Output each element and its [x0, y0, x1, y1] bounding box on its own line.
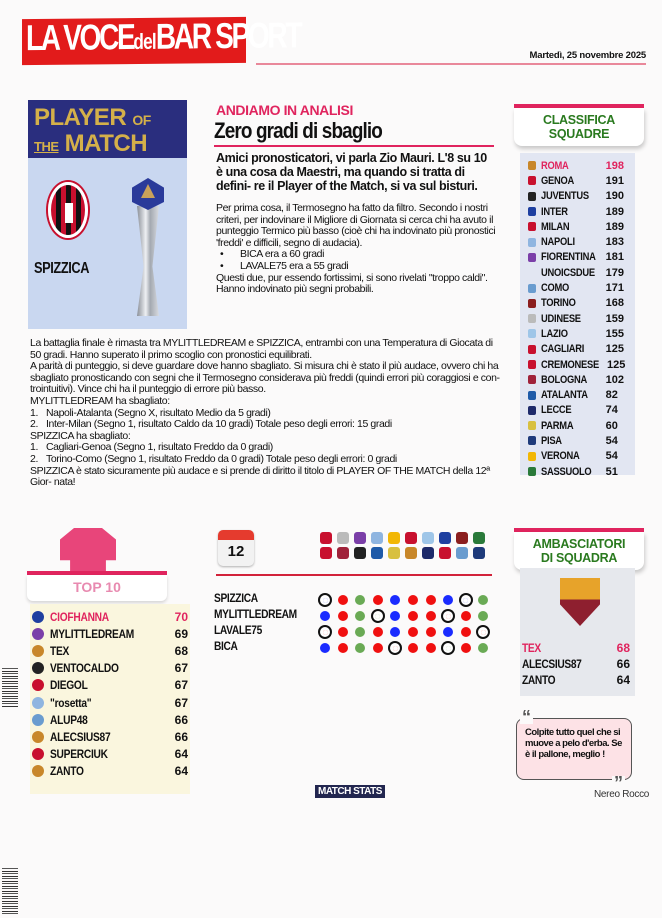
top10-row: [30, 711, 190, 728]
team-name: UNOICSDUE: [541, 266, 595, 279]
team-name: FIORENTINA: [541, 251, 596, 264]
match-stats-row: [320, 624, 488, 640]
prediction-dot-blue: [390, 611, 400, 621]
team-points: 82: [605, 389, 618, 402]
roma-crest-icon: [32, 731, 44, 743]
classifica-row: [520, 234, 635, 249]
prediction-dot-red: [338, 611, 348, 621]
classifica-title-line2: SQUADRE: [548, 127, 610, 141]
player-of-the-match-card: [28, 100, 187, 329]
match-stats-row: [320, 608, 488, 624]
cagliari-crest-icon: [528, 345, 536, 354]
prediction-dot-blue: [390, 595, 400, 605]
team-name: ATALANTA: [541, 389, 588, 402]
headline-rule: [214, 145, 494, 147]
napoli-crest-icon: [32, 697, 44, 709]
article-paragraph: A parità di punteggio, si deve guardare dove hanno sbagliato. Si misura chi è stato il più audace, ovvero chi ha sbagliato pronosticando con segni che il Termosegno considerava più freddi (quindi errori più coraggiosi e con- trointuitivi). Vince chi ha il punteggio di errore più basso.: [30, 360, 500, 396]
prediction-dot-red-missed: [320, 627, 330, 637]
team-name: JUVENTUS: [541, 190, 589, 203]
prediction-dot-green: [478, 643, 488, 653]
top10-player-name: DIEGOL: [50, 678, 88, 693]
prediction-dot-red: [461, 643, 471, 653]
team-crest-icon: [337, 547, 349, 559]
sassuolo-crest-icon: [528, 467, 536, 476]
team-name: LECCE: [541, 404, 572, 417]
team-name: SASSUOLO: [541, 465, 592, 478]
team-name: VERONA: [541, 450, 580, 463]
bullet-text: BICA era a 60 gradi: [240, 248, 325, 261]
top10-score: 69: [174, 626, 188, 641]
team-points: 189: [605, 205, 624, 218]
team-crest-icon: [473, 532, 485, 544]
juventus-crest-icon: [32, 662, 44, 674]
team-points: 102: [605, 373, 624, 386]
match-stats-label: MATCH STATS: [315, 785, 385, 798]
lecce-crest-icon: [528, 406, 536, 415]
top10-row: [30, 694, 190, 711]
open-quote-icon: “: [522, 707, 531, 727]
top10-player-name: ALECSIUS87: [50, 729, 111, 744]
bullet-item: • BICA era a 60 gradi: [220, 248, 325, 261]
team-crest-icon: [405, 547, 417, 559]
top10-score: 68: [174, 643, 188, 658]
potm-title-player: PLAYER: [34, 104, 127, 131]
article-kicker: ANDIAMO IN ANALISI: [216, 102, 353, 118]
inter-crest-icon: [32, 611, 44, 623]
ambasciatore-score: 66: [616, 657, 630, 671]
prediction-dot-red: [426, 627, 436, 637]
match-stats-rule: [216, 574, 492, 576]
como-crest-icon: [32, 714, 44, 726]
team-points: 125: [605, 343, 624, 356]
prediction-dot-red: [373, 595, 383, 605]
juventus-crest-icon: [528, 192, 536, 201]
match-stats-grid: [320, 592, 488, 656]
top10-row: [30, 677, 190, 694]
top10-player-name: "rosetta": [50, 695, 92, 710]
genoa-crest-icon: [528, 176, 536, 185]
top10-score: 66: [174, 712, 188, 727]
top10-player-name: SUPERCIUK: [50, 747, 108, 762]
team-points: 183: [605, 236, 624, 249]
match-stats-player-name: MYLITTLEDREAM: [214, 607, 297, 621]
crests-row-away: [320, 547, 500, 559]
team-crest-icon: [439, 547, 451, 559]
match-stats-player-name: SPIZZICA: [214, 591, 258, 605]
team-crest-icon: [354, 547, 366, 559]
ambasciatori-title-line1: AMBASCIATORI: [532, 537, 626, 551]
classifica-row: [520, 158, 635, 173]
team-name: TORINO: [541, 297, 576, 310]
ambasciatore-row: [522, 672, 630, 688]
calendar-icon: [218, 530, 254, 566]
prediction-dot-red: [461, 611, 471, 621]
top10-title: TOP 10: [27, 575, 167, 601]
team-points: 54: [605, 450, 618, 463]
classifica-row: [520, 449, 635, 464]
team-points: 190: [605, 190, 624, 203]
masthead-logo: [22, 14, 301, 65]
classifica-row: [520, 357, 635, 372]
prediction-dot-blue: [320, 611, 330, 621]
prediction-dot-red-missed: [443, 611, 453, 621]
verona-crest-icon: [528, 452, 536, 461]
article-lead: Amici pronosticatori, vi parla Zio Mauri. L'8 su 10 è una cosa da Maestri, ma quando si tratta di defini- re il Player of the Match, si va sul bisturi.: [216, 151, 487, 193]
team-crest-icon: [456, 547, 468, 559]
prediction-dot-red: [426, 595, 436, 605]
classifica-row: [520, 342, 635, 357]
masthead-title-part2: del: [133, 28, 156, 55]
article-body-top: [216, 203, 508, 296]
team-crest-icon: [388, 547, 400, 559]
classifica-row: [520, 387, 635, 402]
classifica-row: [520, 296, 635, 311]
top10-player-name: TEX: [50, 643, 70, 658]
numbered-item-text: Torino-Como (Segno 1, risultato Freddo da 0 gradi) Totale peso degli errori: 0 gradi: [46, 452, 397, 465]
fiorentina-crest-icon: [32, 628, 44, 640]
team-name: NAPOLI: [541, 236, 575, 249]
prediction-dot-red: [461, 627, 471, 637]
top10-score: 64: [174, 747, 188, 762]
top10-player-name: ALUP48: [50, 712, 88, 727]
barcode: [2, 868, 18, 916]
classifica-row: [520, 403, 635, 418]
issue-date: Martedì, 25 novembre 2025: [529, 50, 646, 61]
classifica-title: [514, 108, 644, 146]
como-crest-icon: [528, 284, 536, 293]
top10-player-name: ZANTO: [50, 764, 84, 779]
team-name: GENOA: [541, 174, 575, 187]
roma-crest-icon: [32, 765, 44, 777]
team-crest-icon: [422, 547, 434, 559]
classifica-row: [520, 265, 635, 280]
ambasciatore-row: [522, 656, 630, 672]
team-name: PARMA: [541, 419, 574, 432]
classifica-list: [520, 153, 635, 478]
atalanta-crest-icon: [528, 391, 536, 400]
team-points: 198: [605, 159, 624, 172]
prediction-dot-green: [355, 627, 365, 637]
article-headline: Zero gradi di sbaglio: [214, 118, 383, 143]
match-stats-player-name: LAVALE75: [214, 623, 262, 637]
team-crest-icon: [371, 547, 383, 559]
classifica-row: [520, 326, 635, 341]
roma-crest-icon: [560, 578, 600, 626]
team-points: 189: [605, 220, 624, 233]
prediction-dot-green: [478, 611, 488, 621]
prediction-dot-red: [338, 627, 348, 637]
team-name: MILAN: [541, 220, 570, 233]
team-name: COMO: [541, 282, 570, 295]
top10-player-name: MYLITTLEDREAM: [50, 626, 134, 641]
team-points: 159: [605, 312, 624, 325]
match-stats-players: [214, 590, 311, 654]
mld-errors-title: MYLITTLEDREAM ha sbagliato:: [30, 394, 170, 407]
team-points: 191: [605, 174, 624, 187]
prediction-dot-blue: [443, 627, 453, 637]
prediction-dot-green: [355, 611, 365, 621]
ambasciatore-name: TEX: [522, 641, 541, 655]
numbered-item-text: Cagliari-Genoa (Segno 1, risultato Freddo da 0 gradi): [46, 441, 273, 454]
team-crest-icon: [337, 532, 349, 544]
classifica-row: [520, 280, 635, 295]
prediction-dot-red-missed: [478, 627, 488, 637]
masthead-title-part3: BAR SPORT: [155, 14, 301, 57]
parma-crest-icon: [528, 421, 536, 430]
quote-box: Colpite tutto quel che si muove a pelo d'erba. Se è il pallone, meglio !: [516, 718, 632, 780]
top10-list: [30, 604, 190, 794]
match-crests: [320, 532, 500, 562]
classifica-row: [520, 433, 635, 448]
numbered-item: 2. Torino-Como (Segno 1, risultato Freddo da 0 gradi) Totale peso degli errori: 0 gradi: [30, 452, 397, 465]
top10-score: 67: [174, 661, 188, 676]
team-name: INTER: [541, 205, 568, 218]
prediction-dot-blue-missed: [320, 595, 330, 605]
ambasciatore-score: 64: [616, 673, 630, 687]
prediction-dot-red: [408, 627, 418, 637]
numbered-item: 1. Cagliari-Genoa (Segno 1, risultato Freddo da 0 gradi): [30, 441, 273, 454]
team-crest-icon: [473, 547, 485, 559]
top10-row: [30, 763, 190, 780]
potm-title-the: THE: [34, 139, 59, 154]
team-points: 125: [607, 358, 626, 371]
classifica-row: [520, 219, 635, 234]
top10-score: 67: [174, 678, 188, 693]
prediction-dot-red-missed: [390, 643, 400, 653]
top10-score: 64: [174, 764, 188, 779]
ambasciatori-box: [520, 568, 635, 696]
udinese-crest-icon: [528, 314, 536, 323]
classifica-row: [520, 250, 635, 265]
classifica-row: [520, 189, 635, 204]
fiorentina-crest-icon: [528, 253, 536, 262]
numbered-item: 1. Napoli-Atalanta (Segno X, risultato Medio da 5 gradi): [30, 406, 271, 419]
milan-crest-icon: [528, 222, 536, 231]
round-number: 12: [227, 543, 245, 560]
numbered-item: 2. Inter-Milan (Segno 1, risultato Caldo da 10 gradi) Totale peso degli errori: 15 gradi: [30, 418, 392, 431]
team-points: 171: [605, 282, 624, 295]
genoa-crest-icon: [32, 748, 44, 760]
top10-score: 66: [174, 729, 188, 744]
prediction-dot-blue: [443, 595, 453, 605]
inter-crest-icon: [528, 207, 536, 216]
top10-score: 70: [174, 609, 188, 624]
top10-row: [30, 728, 190, 745]
team-points: 181: [605, 251, 624, 264]
match-stats-row: [320, 640, 488, 656]
torino-crest-icon: [528, 299, 536, 308]
genoa-crest-icon: [32, 679, 44, 691]
classifica-row: [520, 311, 635, 326]
team-crest-icon: [405, 532, 417, 544]
top10-row: [30, 746, 190, 763]
quote-author: Nereo Rocco: [594, 789, 650, 800]
team-crest-icon: [354, 532, 366, 544]
close-quote-icon: ”: [614, 773, 623, 793]
article-paragraph: Per prima cosa, il Termosegno ha fatto da filtro. Secondo i nostri criteri, per indovinare il Migliore di Giornata si cerca chi ha avuto il punteggio Termico più basso (cioè chi ha indovinato più pronostici 'freddi' e difficili, segno di audacia).: [216, 202, 496, 249]
prediction-dot-green: [355, 595, 365, 605]
cremonese-crest-icon: [528, 360, 536, 369]
top10-score: 67: [174, 695, 188, 710]
masthead-title-part1: LA VOCE: [26, 16, 134, 59]
prediction-dot-green: [478, 595, 488, 605]
prediction-dot-green: [355, 643, 365, 653]
ambasciatore-score: 68: [616, 641, 630, 655]
top10-row: [30, 625, 190, 642]
pisa-crest-icon: [528, 436, 536, 445]
team-points: 74: [605, 404, 618, 417]
trophy-icon: [128, 178, 168, 318]
team-points: 168: [605, 297, 624, 310]
classifica-row: [520, 464, 635, 479]
team-crest-icon: [371, 532, 383, 544]
match-stats-player-name: BICA: [214, 639, 238, 653]
napoli-crest-icon: [528, 238, 536, 247]
prediction-dot-red: [426, 611, 436, 621]
bullet-item: • LAVALE75 era a 55 gradi: [220, 259, 349, 272]
prediction-dot-blue: [390, 627, 400, 637]
team-points: 54: [605, 434, 618, 447]
match-stats-row: [320, 592, 488, 608]
classifica-row: [520, 418, 635, 433]
classifica-row: [520, 204, 635, 219]
team-name: LAZIO: [541, 327, 568, 340]
classifica-row: [520, 372, 635, 387]
team-crest-icon: [388, 532, 400, 544]
team-name: UDINESE: [541, 312, 581, 325]
numbered-item-text: Inter-Milan (Segno 1, risultato Caldo da 10 gradi) Totale peso degli errori: 15 gradi: [46, 418, 392, 431]
potm-header: [28, 100, 187, 158]
prediction-dot-blue: [320, 643, 330, 653]
prediction-dot-red: [408, 595, 418, 605]
team-points: 60: [605, 419, 618, 432]
potm-player-name: SPIZZICA: [34, 260, 90, 277]
ambasciatore-name: ZANTO: [522, 673, 556, 687]
prediction-dot-green-missed: [443, 643, 453, 653]
top10-row: [30, 608, 190, 625]
prediction-dot-red: [408, 611, 418, 621]
ambasciatore-name: ALECSIUS87: [522, 657, 582, 671]
lazio-crest-icon: [528, 329, 536, 338]
milan-crest-icon: [48, 182, 88, 238]
ambasciatori-title: [514, 532, 644, 570]
ambasciatori-title-line2: DI SQUADRA: [540, 551, 618, 565]
team-name: CAGLIARI: [541, 343, 585, 356]
prediction-dot-red: [373, 627, 383, 637]
team-crest-icon: [422, 532, 434, 544]
classifica-row: [520, 173, 635, 188]
prediction-dot-green-missed: [373, 611, 383, 621]
prediction-dot-red: [373, 643, 383, 653]
top10-player-name: VENTOCALDO: [50, 661, 119, 676]
bologna-crest-icon: [528, 375, 536, 384]
team-points: 155: [605, 327, 624, 340]
team-points: 51: [605, 465, 618, 478]
prediction-dot-red: [426, 643, 436, 653]
barcode: [2, 668, 18, 708]
bullet-text: LAVALE75 era a 55 gradi: [240, 259, 349, 272]
header-rule: [256, 63, 646, 65]
team-name: PISA: [541, 434, 562, 447]
crests-row-home: [320, 532, 500, 544]
ambasciatore-row: [522, 640, 630, 656]
team-crest-icon: [439, 532, 451, 544]
roma-crest-icon: [528, 161, 536, 170]
unoicsdue-crest-icon: [528, 268, 536, 277]
classifica-title-line1: CLASSIFICA: [542, 113, 615, 127]
top10-row: [30, 642, 190, 659]
team-crest-icon: [320, 532, 332, 544]
prediction-dot-blue-missed: [461, 595, 471, 605]
team-name: ROMA: [541, 159, 569, 172]
top10-row: [30, 660, 190, 677]
spz-errors-title: SPIZZICA ha sbagliato:: [30, 429, 131, 442]
prediction-dot-red: [338, 643, 348, 653]
article-paragraph: La battaglia finale è rimasta tra MYLITTLEDREAM e SPIZZICA, entrambi con una Temperatura di Giocata di 50 gradi. Hanno superato il primo scoglio con pronostici equilibrati.: [30, 337, 493, 361]
article-paragraph: Questi due, pur essendo fortissimi, si sono rivelati "troppo caldi". Hanno indovinato più segni probabili.: [216, 271, 488, 296]
prediction-dot-red: [408, 643, 418, 653]
potm-title-match: MATCH: [64, 130, 148, 157]
team-name: CREMONESE: [541, 358, 599, 371]
team-points: 179: [605, 266, 624, 279]
roma-crest-icon: [32, 645, 44, 657]
pink-jersey-icon: [60, 528, 116, 574]
prediction-dot-red: [338, 595, 348, 605]
team-name: BOLOGNA: [541, 373, 588, 386]
numbered-item-text: Napoli-Atalanta (Segno X, risultato Medio da 5 gradi): [46, 406, 271, 419]
article-body-full: [30, 338, 505, 489]
top10-player-name: CIOFHANNA: [50, 609, 109, 624]
ambasciatori-list: [522, 640, 630, 688]
article-conclusion: SPIZZICA è stato sicuramente più audace e si prende di diritto il titolo di PLAYER OF THE MATCH della 12ª Gior- nata!: [30, 464, 490, 489]
team-crest-icon: [320, 547, 332, 559]
team-crest-icon: [456, 532, 468, 544]
potm-title-of: OF: [132, 112, 151, 128]
